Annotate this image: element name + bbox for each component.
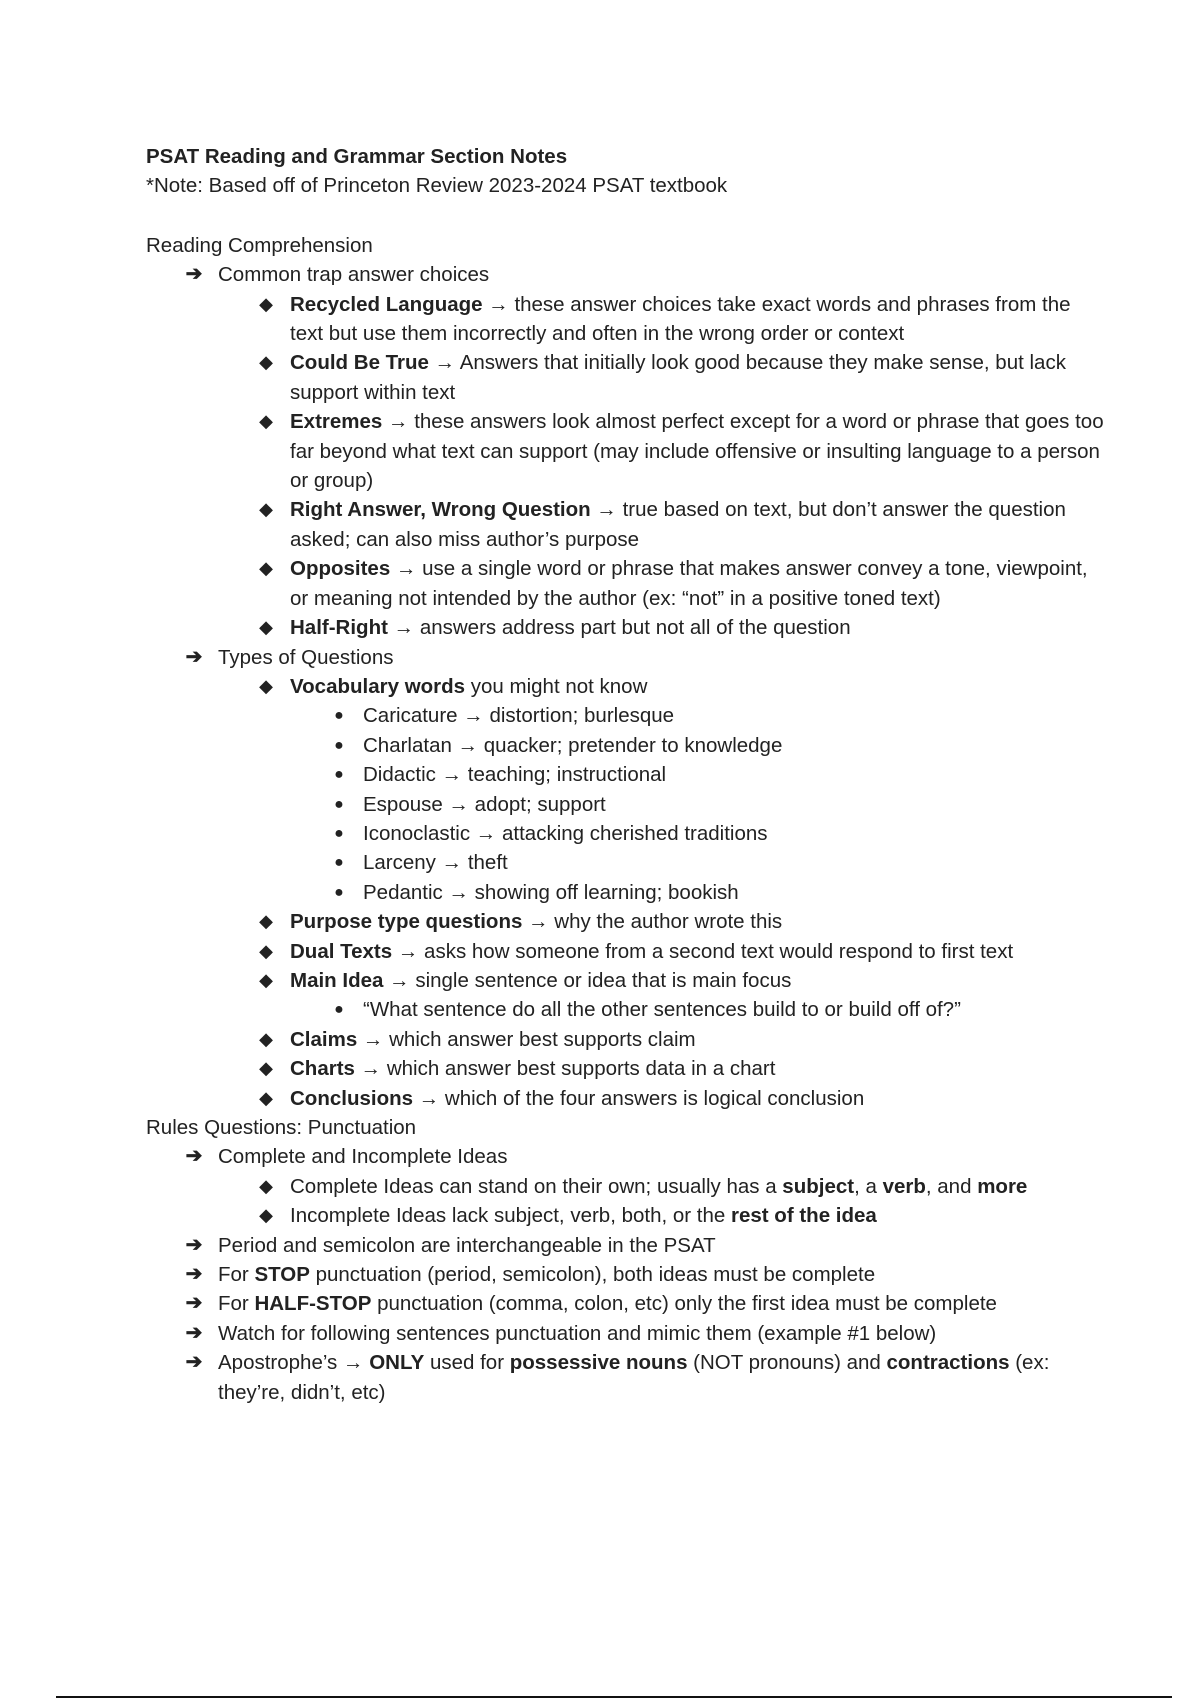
diamond-bullet-icon: ◆ xyxy=(259,617,273,638)
trap-term: Opposites xyxy=(290,557,391,581)
list-item xyxy=(146,613,1106,642)
dot-bullet-icon: ● xyxy=(334,707,344,725)
diamond-bullet-icon: ◆ xyxy=(259,1205,273,1226)
arrow-right-icon: ➔ xyxy=(185,1145,203,1168)
type-term: Vocabulary words xyxy=(290,674,466,698)
trap-term: Could Be True xyxy=(290,351,429,375)
text-run: For xyxy=(218,1292,255,1316)
trap-desc: → use a single word or phrase that makes answer convey a tone, viewpoint, or meaning not intended by the author (ex: “not” in a positive toned text) xyxy=(290,557,1088,610)
diamond-bullet-icon: ◆ xyxy=(259,1058,273,1079)
list-item xyxy=(146,1172,1106,1201)
text-run: Incomplete Ideas lack subject, verb, both, or the xyxy=(290,1204,731,1228)
text-run: Complete Ideas can stand on their own; usually has a xyxy=(290,1174,783,1198)
vocab-item xyxy=(146,878,1106,907)
vocab-text: Didactic → teaching; instructional xyxy=(363,763,667,787)
text-run: punctuation (comma, colon, etc) only the first idea must be complete xyxy=(371,1292,997,1316)
list-item xyxy=(146,907,1106,936)
traps-label: Common trap answer choices xyxy=(218,263,490,287)
diamond-bullet-icon: ◆ xyxy=(259,675,273,696)
list-item xyxy=(146,1260,1106,1289)
arrow-right-icon: ➔ xyxy=(185,1321,203,1344)
diamond-bullet-icon: ◆ xyxy=(259,352,273,373)
list-item xyxy=(146,937,1106,966)
dot-bullet-icon: ● xyxy=(334,1001,344,1019)
type-term: Dual Texts xyxy=(290,939,393,963)
bold-run: ONLY xyxy=(369,1351,425,1375)
trap-term: Extremes xyxy=(290,410,383,434)
dot-bullet-icon: ● xyxy=(334,766,344,784)
type-desc: → which answer best supports claim xyxy=(357,1027,696,1051)
section-heading-reading: Reading Comprehension xyxy=(146,233,373,257)
text-run: Apostrophe’s → xyxy=(218,1351,370,1375)
type-term: Conclusions xyxy=(290,1086,414,1110)
diamond-bullet-icon: ◆ xyxy=(259,1028,273,1049)
list-item xyxy=(146,1348,1106,1407)
bold-run: possessive nouns xyxy=(509,1351,688,1375)
trap-term: Half-Right xyxy=(290,616,388,640)
text-run: Period and semicolon are interchangeable in the PSAT xyxy=(218,1233,716,1257)
vocab-text: Charlatan → quacker; pretender to knowledge xyxy=(363,733,783,757)
bold-run: subject xyxy=(782,1174,855,1198)
doc-note: *Note: Based off of Princeton Review 2023-2024 PSAT textbook xyxy=(146,174,728,198)
type-term: Purpose type questions xyxy=(290,910,523,934)
type-desc: → which answer best supports data in a chart xyxy=(354,1057,776,1081)
list-item xyxy=(146,348,1106,407)
type-term: Main Idea xyxy=(290,968,384,992)
list-item xyxy=(146,554,1106,613)
dot-bullet-icon: ● xyxy=(334,824,344,842)
text-run: (ex: they’re, didn’t, etc) xyxy=(218,1351,1050,1404)
vocab-text: Pedantic → showing off learning; bookish xyxy=(363,880,739,904)
vocab-item xyxy=(146,819,1106,848)
type-term: Charts xyxy=(290,1057,355,1081)
arrow-right-icon: ➔ xyxy=(185,1292,203,1315)
list-item xyxy=(146,1025,1106,1054)
bold-run: STOP xyxy=(254,1263,310,1287)
type-desc: → single sentence or idea that is main focus xyxy=(383,968,792,992)
vocab-item xyxy=(146,790,1106,819)
doc-title: PSAT Reading and Grammar Section Notes xyxy=(146,145,568,168)
vocab-text: Espouse → adopt; support xyxy=(363,792,606,816)
trap-desc: → these answer choices take exact words and phrases from the text but use them incorrectly and often in the wrong order or context xyxy=(290,292,1071,346)
text-run: (NOT pronouns) and xyxy=(687,1351,887,1375)
arrow-right-icon: ➔ xyxy=(185,1351,203,1374)
list-item xyxy=(146,495,1106,554)
text-run: For xyxy=(218,1263,255,1287)
vocab-text: Larceny → theft xyxy=(363,851,508,875)
diamond-bullet-icon: ◆ xyxy=(259,1087,273,1108)
type-desc: → asks how someone from a second text would respond to first text xyxy=(392,939,1014,963)
list-item xyxy=(146,995,1106,1024)
vocab-item xyxy=(146,701,1106,730)
bold-run: more xyxy=(977,1174,1028,1198)
trap-desc: → these answers look almost perfect except for a word or phrase that goes too far beyond what text can support (may include offensive or insulting language to a person or group) xyxy=(290,410,1104,493)
vocab-text: Iconoclastic → attacking cherished traditions xyxy=(363,821,768,845)
list-item xyxy=(146,1054,1106,1083)
trap-desc: → Answers that initially look good because they make sense, but lack support within text xyxy=(290,351,1066,404)
type-desc: you might not know xyxy=(465,674,648,698)
document-page xyxy=(146,142,1106,1407)
arrow-right-icon: ➔ xyxy=(185,1263,203,1286)
bold-run: rest of the idea xyxy=(731,1204,877,1228)
text-run: Watch for following sentences punctuation and mimic them (example #1 below) xyxy=(218,1321,937,1345)
bold-run: HALF-STOP xyxy=(254,1292,372,1316)
dot-bullet-icon: ● xyxy=(334,883,344,901)
section-heading-rules: Rules Questions: Punctuation xyxy=(146,1116,417,1139)
arrow-right-icon: ➔ xyxy=(185,263,203,286)
vocab-item xyxy=(146,731,1106,760)
text-run: punctuation (period, semicolon), both ideas must be complete xyxy=(309,1263,876,1287)
type-term: Claims xyxy=(290,1027,358,1051)
vocab-item xyxy=(146,848,1106,877)
diamond-bullet-icon: ◆ xyxy=(259,969,273,990)
types-label: Types of Questions xyxy=(218,645,394,669)
list-item xyxy=(146,643,1106,672)
vocab-item xyxy=(146,760,1106,789)
diamond-bullet-icon: ◆ xyxy=(259,940,273,961)
diamond-bullet-icon: ◆ xyxy=(259,1175,273,1196)
list-item xyxy=(146,1289,1106,1318)
diamond-bullet-icon: ◆ xyxy=(259,411,273,432)
trap-term: Recycled Language xyxy=(290,292,483,316)
trap-term: Right Answer, Wrong Question xyxy=(290,498,591,522)
trap-desc: → answers address part but not all of the question xyxy=(387,616,851,640)
text-run: , a xyxy=(854,1174,883,1198)
trap-desc: → true based on text, but don’t answer the question asked; can also miss author’s purpose xyxy=(290,498,1066,551)
page-bottom-rule xyxy=(56,1696,1172,1698)
list-item xyxy=(146,1201,1106,1230)
list-item xyxy=(146,672,1106,701)
dot-bullet-icon: ● xyxy=(334,795,344,813)
type-desc: → why the author wrote this xyxy=(522,910,783,934)
text-run: , and xyxy=(925,1174,978,1198)
diamond-bullet-icon: ◆ xyxy=(259,499,273,520)
list-item xyxy=(146,1084,1106,1113)
text-run: used for xyxy=(424,1351,510,1375)
type-desc: → which of the four answers is logical conclusion xyxy=(413,1086,865,1110)
list-item xyxy=(146,1142,1106,1171)
list-item xyxy=(146,260,1106,289)
vocab-text: Caricature → distortion; burlesque xyxy=(363,704,675,728)
diamond-bullet-icon: ◆ xyxy=(259,911,273,932)
ideas-label: Complete and Incomplete Ideas xyxy=(218,1145,508,1169)
diamond-bullet-icon: ◆ xyxy=(259,293,273,314)
list-item xyxy=(146,966,1106,995)
dot-bullet-icon: ● xyxy=(334,854,344,872)
arrow-right-icon: ➔ xyxy=(185,645,203,668)
spacer xyxy=(146,201,1106,231)
bold-run: verb xyxy=(882,1174,926,1198)
main-idea-quote: “What sentence do all the other sentences build to or build off of?” xyxy=(363,998,961,1022)
bold-run: contractions xyxy=(886,1351,1010,1375)
list-item xyxy=(146,290,1106,349)
arrow-right-icon: ➔ xyxy=(185,1233,203,1256)
dot-bullet-icon: ● xyxy=(334,736,344,754)
list-item xyxy=(146,407,1106,495)
diamond-bullet-icon: ◆ xyxy=(259,558,273,579)
list-item xyxy=(146,1319,1106,1348)
list-item xyxy=(146,1231,1106,1260)
